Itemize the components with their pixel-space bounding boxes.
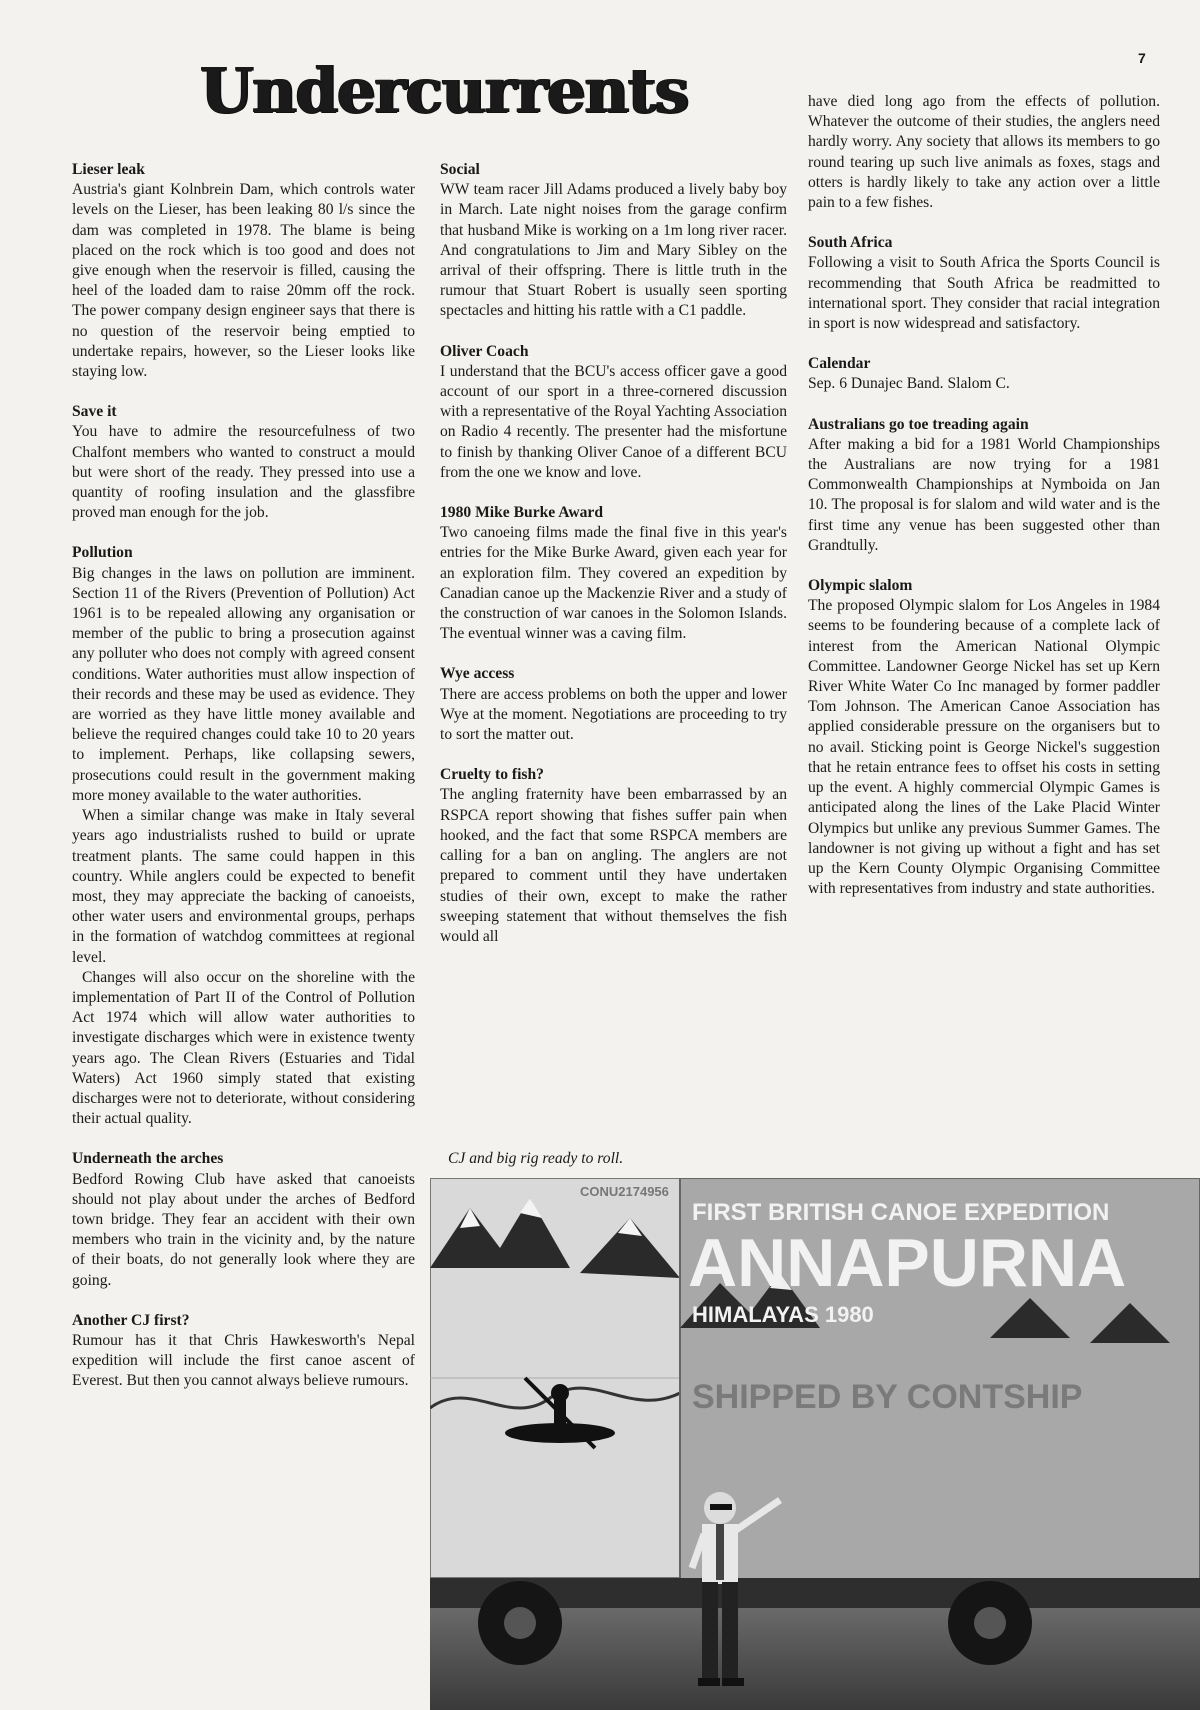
article-paragraph: You have to admire the resourcefulness of two Chalfont members who wanted to construct a mould but were short of the ready. They pressed into use a quantity of roofing insulation and the glassfibre proved man enough for the job. <box>72 423 415 522</box>
article-headline: South Africa <box>808 234 893 252</box>
article-olympic-slalom <box>808 576 1160 899</box>
article-paragraph: I understand that the BCU's access officer gave a good account of our sport in a three-cornered discussion with a representative of the Royal Yachting Association on Radio 4 recently. The presenter had the misfortune to finish by thanking Oliver Canoe of a different BCU from the one we know and love. <box>440 362 787 481</box>
article-headline: Pollution <box>72 544 133 562</box>
article-paragraph: Sep. 6 Dunajec Band. Slalom C. <box>808 375 1010 393</box>
article-paragraph: WW team racer Jill Adams produced a lively baby boy in March. Late night noises from the garage confirm that husband Mike is working on a 1m long river racer. And congratulations to Jim and Mary Sibley on the arrival of their offspring. There is little truth in the rumour that Stuart Robert is usually seen sporting spectacles and hitting his rattle with a C1 paddle. <box>440 181 787 320</box>
article-paragraph: Big changes in the laws on pollution are imminent. Section 11 of the Rivers (Prevention of Pollution) Act 1961 is to be repealed allowing any organisation or member of the public to bring a prosecution against any polluter who does not comply with agreed consent conditions. Water authorities must allow inspection of their records and these may be used as evidence. They are worried as they have little money available and believe the required changes could take 10 to 20 years to implement. Perhaps, like collapsing sewers, prosecutions could result in the government making more money available to the water authorities. <box>72 564 415 804</box>
article-paragraph: The proposed Olympic slalom for Los Angeles in 1984 seems to be foundering because of a complete lack of interest from the American National Olympic Committee. Landowner George Nickel has set up Kern River White Water Co Inc managed by former paddler Tom Johnson. The American Canoe Association has applied considerable pressure on the organisers but to no avail. Sticking point is George Nickel's suggestion that he retain entrance fees to offset his costs in setting up the event. A highly commercial Olympic Games is anticipated along the lines of the Lake Placid Winter Olympics but unlike any previous Summer Games. The landowner is not giving up without a fight and has set up the Kern County Olympic Organising Committee with representatives from industry and state authorities. <box>808 597 1160 898</box>
article-paragraph: After making a bid for a 1981 World Championships the Australians are now trying for a 1981 Commonwealth Championships at Nymboida on Jan 10. The proposal is for slalom and wild water and is the first time any venue has been suggested other than Grandtully. <box>808 435 1160 554</box>
article-paragraph: Bedford Rowing Club have asked that canoeists should not play about under the arches of Bedford town bridge. They fear an accident with their own members who train in the vicinity and, by the nature of their boats, do not generally look where they are going. <box>72 1170 415 1289</box>
article-continued <box>808 92 1160 213</box>
article-save-it <box>72 402 415 523</box>
article-australians-go-toe-treading-again <box>808 415 1160 556</box>
article-headline: Olympic slalom <box>808 577 913 595</box>
banner-line-4: SHIPPED BY CONTSHIP <box>692 1378 1083 1416</box>
article-headline: Australians go toe treading again <box>808 415 1029 433</box>
article-paragraph: have died long ago from the effects of pollution. Whatever the outcome of their studies, the anglers need hardly worry. Any society that allows its members to go round tearing up such live animals as foxes, stags and otters is hardly likely to take any action over a little pain to a few fishes. <box>808 93 1160 212</box>
article-underneath-the-arches <box>72 1149 415 1290</box>
article-social <box>440 160 787 322</box>
container-id-text: CONU2174956 <box>580 1184 669 1199</box>
page-number: 7 <box>1138 50 1146 66</box>
column-2 <box>440 160 787 967</box>
article-headline: Cruelty to fish? <box>440 766 544 784</box>
article-wye-access <box>440 664 787 745</box>
article-paragraph: Rumour has it that Chris Hawkesworth's Nepal expedition will include the first canoe ascent of Everest. But then you cannot always believe rumours. <box>72 1331 415 1390</box>
article-pollution <box>72 543 415 1129</box>
article-paragraph: Two canoeing films made the final five in this year's entries for the Mike Burke Award, given each year for an exploration film. They covered an expedition by Canadian canoe up the Mackenzie River and a study of the construction of war canoes in the Solomon Islands. The eventual winner was a caving film. <box>440 524 787 643</box>
article-headline: Calendar <box>808 355 871 373</box>
article-oliver-coach <box>440 342 787 483</box>
banner-line-1: FIRST BRITISH CANOE EXPEDITION <box>692 1199 1110 1226</box>
article-headline: Underneath the arches <box>72 1150 224 1168</box>
truck-photo <box>430 1178 1200 1710</box>
article-paragraph: Austria's giant Kolnbrein Dam, which controls water levels on the Lieser, has been leaking 80 l/s since the dam was completed in 1978. The blame is being placed on the rock which is too good and does not give enough when the reservoir is filled, causing the heel of the loaded dam to raise 20mm off the rock. The power company design engineer says that there is no question of the reservoir being emptied to undertake repairs, however, so the Lieser looks like staying low. <box>72 181 415 381</box>
article-another-cj-first <box>72 1311 415 1392</box>
banner-line-2: ANNAPURNA <box>688 1225 1127 1301</box>
article-1980-mike-burke-award <box>440 503 787 644</box>
banner-line-3: HIMALAYAS 1980 <box>692 1302 874 1327</box>
article-headline: Social <box>440 161 480 178</box>
column-3 <box>808 92 1160 919</box>
article-headline: Another CJ first? <box>72 1311 190 1329</box>
article-south-africa <box>808 233 1160 334</box>
article-calendar <box>808 354 1160 394</box>
article-paragraph: Changes will also occur on the shoreline with the implementation of Part II of the Control of Pollution Act 1974 which will allow water authorities to investigate discharges which were in existence twenty years ago. The Clean Rivers (Estuaries and Tidal Waters) Act 1960 simply stated that existing discharges were not to deteriorate, without considering their actual quality. <box>72 968 415 1128</box>
article-paragraph: When a similar change was make in Italy several years ago industrialists rushed to build or uprate treatment plants. The same could happen in this country. While anglers could be expected to benefit most, they may appreciate the backing of canoeists, other water users and environmental groups, perhaps in the formation of watchdog committees at regional level. <box>72 807 415 966</box>
article-headline: Wye access <box>440 665 515 683</box>
article-paragraph: Following a visit to South Africa the Sports Council is recommending that South Africa be readmitted to international sport. They consider that racial integration in sport is now widespread and satisfactory. <box>808 254 1160 333</box>
masthead-title: Undercurrents <box>200 54 688 127</box>
article-paragraph: There are access problems on both the upper and lower Wye at the moment. Negotiations are proceeding to try to sort the matter out. <box>440 685 787 744</box>
article-headline: Save it <box>72 403 117 421</box>
column-1 <box>72 160 415 1412</box>
article-paragraph: The angling fraternity have been embarrassed by an RSPCA report showing that fishes suffer pain when hooked, and the fact that some RSPCA members are calling for a ban on angling. The anglers are not prepared to comment until they have undertaken studies of their own, except to make the rather sweeping statement that without themselves the fish would all <box>440 786 787 945</box>
article-headline: Oliver Coach <box>440 342 529 360</box>
article-cruelty-to-fish <box>440 765 787 947</box>
article-headline: Lieser leak <box>72 161 145 178</box>
article-headline: 1980 Mike Burke Award <box>440 504 604 522</box>
photo-caption: CJ and big rig ready to roll. <box>448 1150 624 1167</box>
article-lieser-leak <box>72 160 415 382</box>
